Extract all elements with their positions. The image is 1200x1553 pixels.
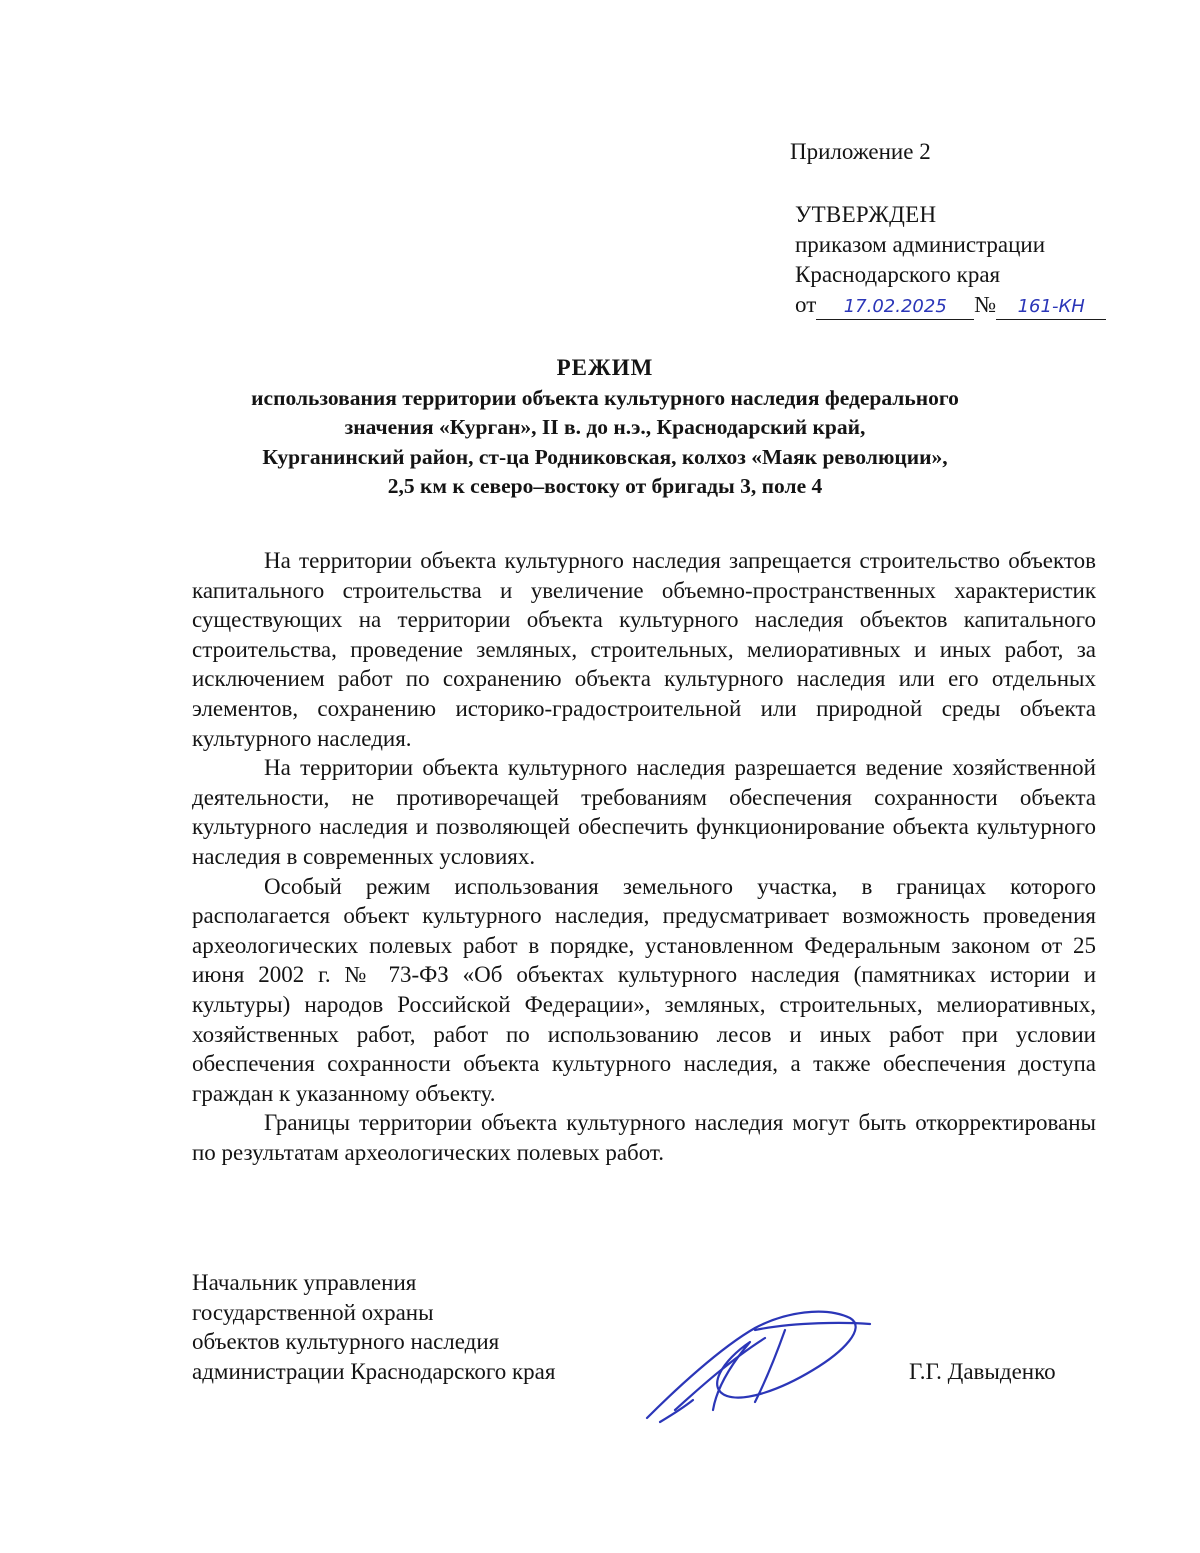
document-body [192, 546, 1096, 1167]
handwritten-date: 17.02.2025 [816, 295, 974, 320]
signer-line-3: объектов культурного наследия [192, 1329, 500, 1354]
signer-line-4: администрации Краснодарского края [192, 1358, 556, 1384]
signer-line-1: Начальник управления [192, 1270, 417, 1295]
approval-date-line [795, 290, 1106, 320]
body-paragraph-1: На территории объекта культурного наследия запрещается строительство объектов капитального строительства и увеличение объемно-пространственных характеристик существующих на территории объекта культурного наследия объектов капитального строительства, проведение земляных, строительных, мелиоративных и иных работ, за исключением работ по сохранению объекта культурного наследия или его отдельных элементов, сохранению историко-градостроительной или природной среды объекта культурного наследия. [192, 548, 1096, 751]
handwritten-order-number: 161-КН [996, 295, 1106, 320]
date-prefix: от [795, 292, 817, 317]
title-line-3: Курганинский район, ст-ца Родниковская, колхоз «Маяк революции», [262, 444, 948, 469]
document-title [190, 353, 1020, 502]
title-line-2: значения «Курган», II в. до н.э., Краснодарский край, [344, 415, 866, 439]
approval-heading: УТВЕРЖДЕН [795, 202, 937, 227]
body-paragraph-2: На территории объекта культурного наследия разрешается ведение хозяйственной деятельности, не противоречащей требованиям обеспечения сохранности объекта культурного наследия и позволяющей обеспечить функционирование объекта культурного наследия в современных условиях. [192, 755, 1096, 869]
number-prefix: № [974, 292, 997, 317]
body-paragraph-4: Границы территории объекта культурного наследия могут быть откорректированы по результатам археологических полевых работ. [192, 1110, 1096, 1165]
signer-line-2: государственной охраны [192, 1299, 434, 1325]
title-main: РЕЖИМ [556, 355, 654, 380]
title-line-4: 2,5 км к северо–востоку от бригады 3, поле 4 [387, 474, 823, 498]
title-line-1: использования территории объекта культурного наследия федерального [251, 385, 959, 410]
approval-line-1: приказом администрации [795, 232, 1046, 257]
signer-name: Г.Г. Давыденко [909, 1359, 1056, 1384]
approval-line-2: Краснодарского края [795, 262, 1001, 287]
signer-position [192, 1268, 555, 1386]
appendix-label: Приложение 2 [790, 139, 931, 164]
handwritten-signature [635, 1300, 875, 1430]
body-paragraph-3: Особый режим использования земельного участка, в границах которого располагается объект культурного наследия, предусматривает возможность проведения археологических полевых работ в порядке, установленном Федеральным законом от 25 июня 2002 г. № 73-ФЗ «Об объектах культурного наследия (памятниках истории и культуры) народов Российской Федерации», земляных, строительных, мелиоративных, хозяйственных работ, работ по использованию лесов и иных работ при условии обеспечения сохранности объекта культурного наследия, а также обеспечения доступа граждан к указанному объекту. [192, 873, 1096, 1106]
approval-block [795, 200, 1106, 320]
